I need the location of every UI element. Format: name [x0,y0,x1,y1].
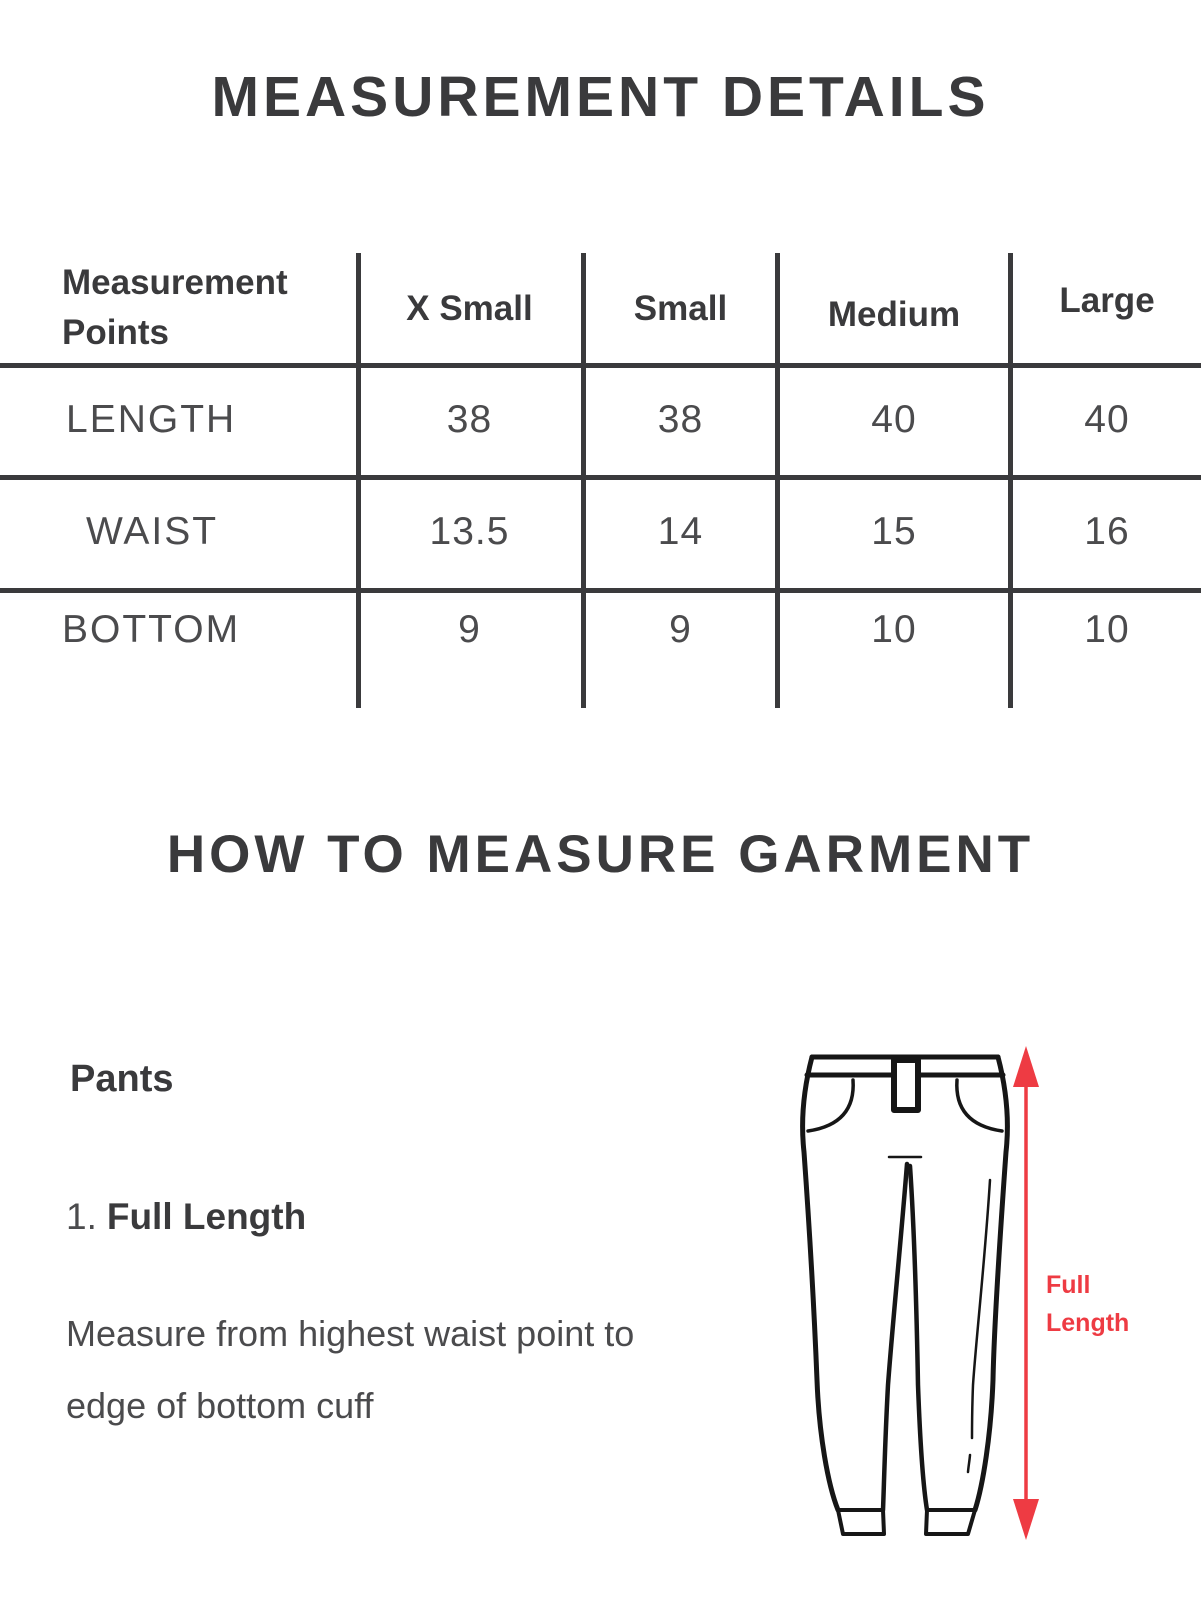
column-header-x-small: X Small [406,289,533,328]
row-label-bottom: BOTTOM [62,608,241,651]
table-cell-waist-large: 16 [1084,510,1130,553]
table-cell-bottom-medium: 10 [871,608,917,651]
full-length-arrow-label-line: Full [1046,1271,1091,1299]
section-title: HOW TO MEASURE GARMENT [166,825,1035,884]
step-description-line: Measure from highest waist point to [66,1313,635,1354]
table-cell-waist-small: 14 [657,510,704,553]
column-header-large: Large [1059,281,1155,320]
column-header-measurement-points [62,258,288,358]
pants-illustration [780,1040,1030,1540]
page-title: MEASUREMENT DETAILS [211,65,990,129]
step-description [66,1298,634,1442]
column-header-line: Measurement [62,263,288,302]
full-length-arrow-label-line: Length [1046,1309,1130,1337]
table-cell-length-small: 38 [657,398,704,441]
step-description-line: edge of bottom cuff [66,1385,374,1426]
step-heading [66,1196,306,1238]
table-cell-bottom-small: 9 [669,608,692,651]
table-cell-bottom-xsmall: 9 [458,608,481,651]
table-gridline-horizontal [0,475,1201,480]
column-header-medium: Medium [827,295,961,334]
table-gridline-horizontal [0,588,1201,593]
column-header-small: Small [633,289,728,328]
garment-label: Pants [70,1058,174,1100]
row-label-waist: WAIST [86,510,219,553]
table-cell-waist-medium: 15 [871,510,917,553]
full-length-arrow-icon [1008,1044,1044,1542]
full-length-arrow-label [1046,1266,1129,1342]
step-title: Full Length [106,1196,307,1237]
table-cell-bottom-large: 10 [1084,608,1130,651]
step-number: 1. [66,1196,97,1237]
table-cell-length-large: 40 [1084,398,1130,441]
table-cell-length-medium: 40 [871,398,917,441]
row-label-length: LENGTH [66,398,237,441]
table-gridline-horizontal [0,363,1201,368]
table-cell-length-xsmall: 38 [446,398,493,441]
table-cell-waist-xsmall: 13.5 [429,510,510,553]
column-header-line: Points [62,313,169,352]
